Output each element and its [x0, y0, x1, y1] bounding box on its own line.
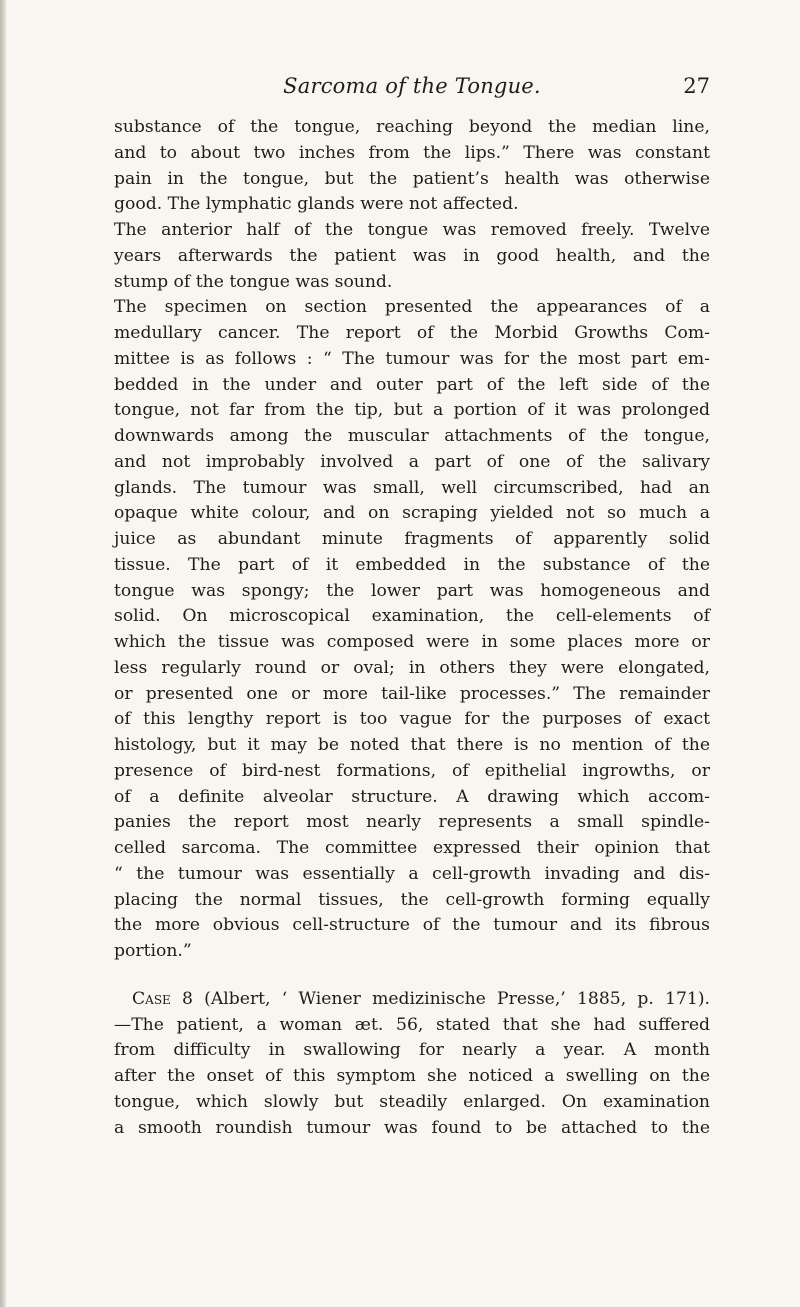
- text-line: tissue. The part of it embedded in the substance of the: [114, 554, 710, 575]
- body-text: [114, 115, 710, 1141]
- text-line: which the tissue was composed were in some places more or: [114, 632, 710, 652]
- text-line: histology, but it may be noted that there is no mention of the: [114, 735, 710, 755]
- text-line: or presented one or more tail-like processes.” The remainder: [114, 683, 710, 704]
- text-line: the more obvious cell-structure of the tumour and its fibrous: [114, 915, 710, 936]
- text-line: from difficulty in swallowing for nearly a year. A month: [114, 1040, 710, 1061]
- text-line: The anterior half of the tongue was removed freely. Twelve: [114, 220, 710, 240]
- page-number: 27: [683, 74, 710, 98]
- text-line: and not improbably involved a part of one of the salivary: [114, 451, 710, 472]
- text-line: tongue was spongy; the lower part was homogeneous and: [114, 580, 710, 601]
- text-line: juice as abundant minute fragments of apparently solid: [114, 529, 710, 549]
- page-header: [114, 74, 710, 106]
- text-line: mittee is as follows : “ The tumour was for the most part em-: [114, 348, 710, 369]
- case-label: Case: [132, 988, 171, 1009]
- text-line: after the onset of this symptom she noticed a swelling on the: [114, 1066, 710, 1086]
- text-line: celled sarcoma. The committee expressed their opinion that: [114, 838, 710, 858]
- text-line: substance of the tongue, reaching beyond the median line,: [114, 117, 710, 137]
- text-line: of a definite alveolar structure. A drawing which accom-: [114, 786, 710, 807]
- running-title: Sarcoma of the Tongue.: [283, 74, 541, 98]
- text-line: presence of bird-nest formations, of epithelial ingrowths, or: [114, 760, 710, 781]
- text-line: downwards among the muscular attachments of the tongue,: [114, 426, 710, 446]
- case-heading-line: [114, 987, 710, 1013]
- text-line: a smooth roundish tumour was found to be attached to the: [114, 1117, 710, 1138]
- page-binding-edge: [0, 0, 6, 1307]
- text-line: solid. On microscopical examination, the cell-elements of: [114, 606, 710, 627]
- text-line: —The patient, a woman æt. 56, stated that she had suffered: [114, 1014, 710, 1035]
- text-line: opaque white colour, and on scraping yielded not so much a: [114, 503, 710, 524]
- text-line: tongue, not far from the tip, but a portion of it was prolonged: [114, 400, 710, 421]
- text-line: tongue, which slowly but steadily enlarged. On examination: [114, 1091, 710, 1112]
- text-line: glands. The tumour was small, well circumscribed, had an: [114, 477, 710, 498]
- text-line: The specimen on section presented the appearances of a: [114, 297, 710, 318]
- text-line: pain in the tongue, but the patient’s health was otherwise: [114, 168, 710, 189]
- text-line: medullary cancer. The report of the Morbid Growths Com-: [114, 323, 710, 343]
- text-line: portion.”: [114, 941, 192, 961]
- text-line: “ the tumour was essentially a cell-growth invading and dis-: [114, 863, 710, 884]
- text-line: years afterwards the patient was in good health, and the: [114, 245, 710, 266]
- text-line: good. The lymphatic glands were not affected.: [114, 194, 519, 215]
- section-gap: [114, 965, 710, 987]
- text-line: placing the normal tissues, the cell-growth forming equally: [114, 889, 710, 910]
- text-line: panies the report most nearly represents a small spindle-: [114, 812, 710, 833]
- text-line: less regularly round or oval; in others they were elongated,: [114, 657, 710, 678]
- case-citation: 8 (Albert, ‘ Wiener medizinische Presse,’ 1885, p. 171).: [170, 988, 710, 1009]
- text-line: and to about two inches from the lips.” There was constant: [114, 142, 710, 163]
- text-line: stump of the tongue was sound.: [114, 271, 393, 292]
- text-line: of this lengthy report is too vague for the purposes of exact: [114, 709, 710, 730]
- text-line: bedded in the under and outer part of the left side of the: [114, 374, 710, 395]
